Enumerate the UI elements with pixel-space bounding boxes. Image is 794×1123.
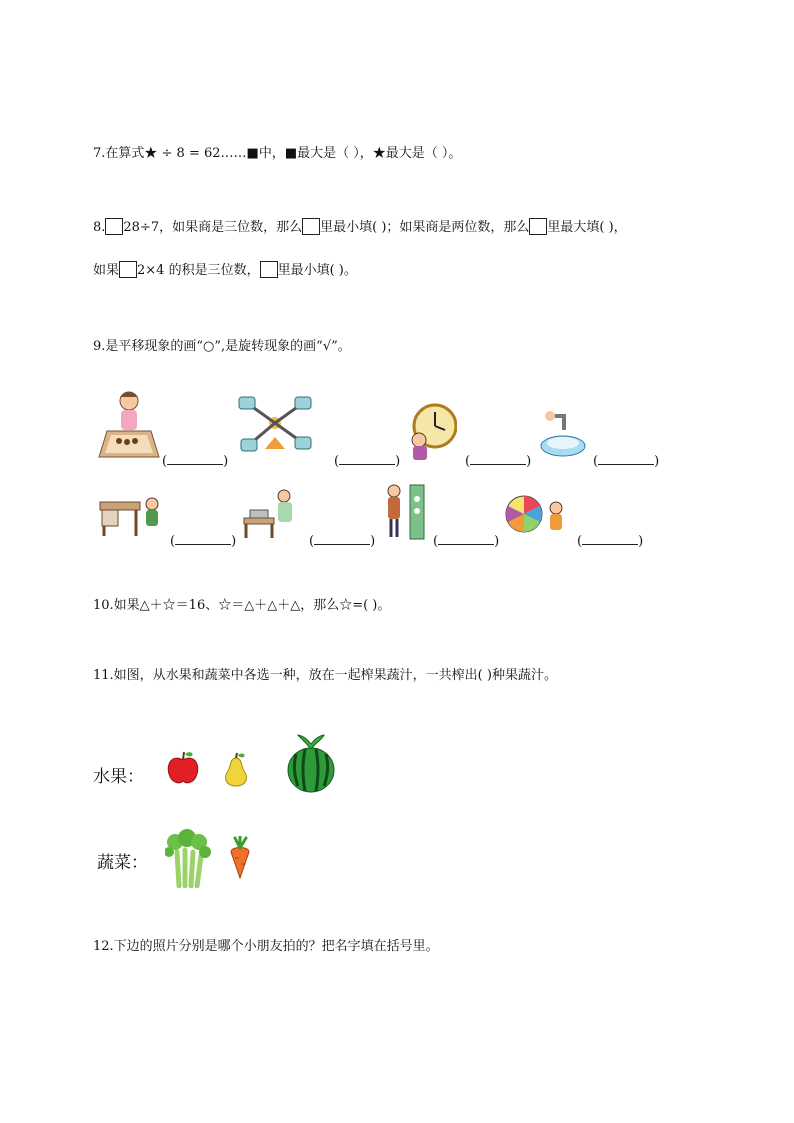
fruits-label: 水果：	[93, 767, 144, 787]
answer-blank[interactable]: ( )	[309, 534, 376, 549]
answer-blank[interactable]: ( )	[334, 454, 401, 469]
question-10: 10.如果△＋☆＝16、☆＝△＋△＋△，那么☆=( )。	[93, 598, 391, 613]
answer-blank[interactable]: ( )	[170, 534, 237, 549]
blank-box[interactable]	[529, 218, 547, 235]
faucet-icon	[538, 410, 588, 460]
wheel-icon	[502, 494, 568, 538]
celery-icon	[165, 828, 213, 888]
ferris-ride-icon	[235, 387, 315, 459]
watermelon-icon	[286, 732, 336, 794]
pear-icon	[220, 752, 252, 788]
blank-box[interactable]	[105, 218, 123, 235]
q8-number: 8.	[93, 220, 106, 235]
elevator-icon	[380, 483, 430, 543]
question-11: 11.如图，从水果和蔬菜中各选一种，放在一起榨果蔬汁，一共榨出( )种果蔬汁。	[93, 668, 557, 683]
clock-icon	[405, 402, 457, 462]
question-7: 7.在算式★ ÷ 8 = 62……■中，■最大是（ ），★最大是（ ）。	[93, 146, 462, 161]
blank-box[interactable]	[119, 261, 137, 278]
answer-blank[interactable]: ( )	[465, 454, 532, 469]
answer-blank[interactable]: ( )	[593, 454, 660, 469]
question-8-line-2: 如果 2×4 的积是三位数， 里最小填( )。	[93, 263, 357, 278]
question-12: 12.下边的照片分别是哪个小朋友拍的？把名字填在括号里。	[93, 939, 439, 954]
answer-blank[interactable]: ( )	[433, 534, 500, 549]
question-8-line-1: 8. 28÷7，如果商是三位数，那么 里最小填( )；如果商是两位数，那么 里最大填( )，	[93, 220, 627, 235]
vegetables-label: 蔬菜：	[97, 853, 148, 873]
carrot-icon	[225, 836, 255, 880]
blank-box[interactable]	[302, 218, 320, 235]
blank-box[interactable]	[260, 261, 278, 278]
drawer-icon	[240, 488, 302, 540]
apple-icon	[166, 750, 200, 786]
question-9: 9.是平移现象的画“○”,是旋转现象的画“√”。	[93, 339, 351, 354]
desk-pull-icon	[98, 492, 162, 538]
answer-blank[interactable]: ( )	[162, 454, 229, 469]
answer-blank[interactable]: ( )	[577, 534, 644, 549]
boy-pushing-box-icon	[95, 387, 163, 459]
